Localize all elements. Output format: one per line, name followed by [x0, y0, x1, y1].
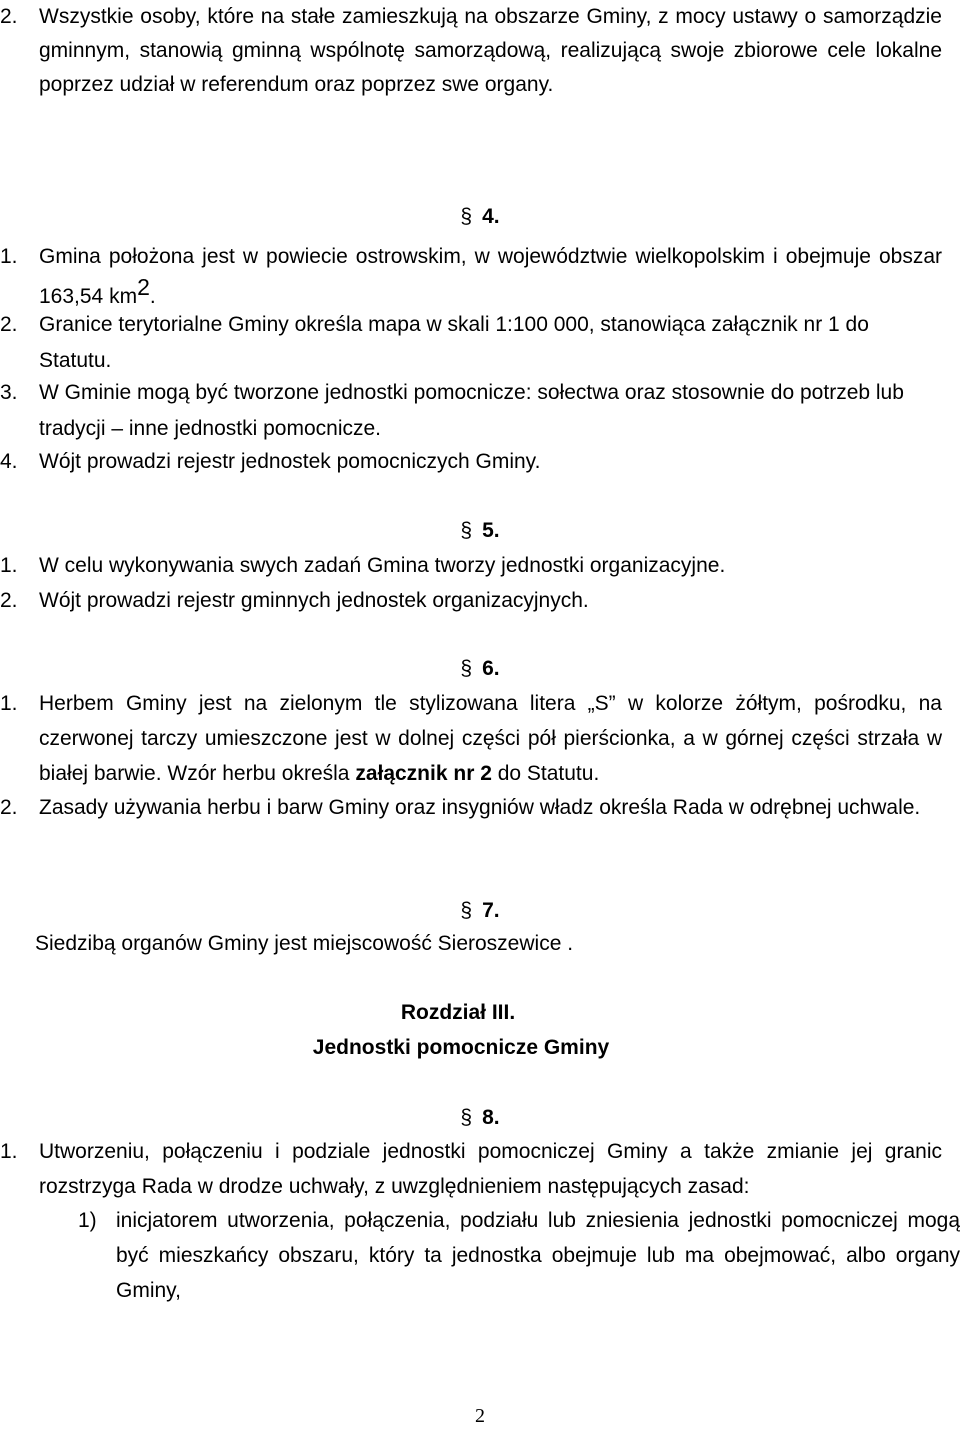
item-text: Herbem Gminy jest na zielonym tle stylizowana litera „S” w kolorze żółtym, pośrodku, na czerwonej tarczy umieszczone jest w dolnej części pół pierścionka, a w górnej części strzała w białej barwie. Wzór herbu określa: [39, 692, 942, 785]
section-number: 6.: [482, 657, 500, 680]
paragraph-block: [0, 237, 960, 317]
list-item: [0, 444, 960, 480]
section-symbol: §: [460, 519, 473, 542]
section-symbol: §: [460, 205, 473, 228]
section-heading: [0, 894, 960, 928]
section-number: 5.: [482, 519, 500, 542]
section-heading: [0, 514, 960, 548]
item-number: 1.: [0, 554, 18, 577]
paragraph-block: [0, 1203, 960, 1308]
item-text-bold: załącznik nr 2: [355, 762, 492, 785]
list-item: [0, 237, 960, 317]
section-number: 8.: [482, 1106, 500, 1129]
paragraph-block: [0, 548, 960, 584]
list-item: [0, 790, 960, 825]
section-number: 4.: [482, 205, 500, 228]
item-text: Zasady używania herbu i barw Gminy oraz insygniów władz określa Rada w odrębnej uchwale.: [39, 796, 921, 819]
chapter-title: Rozdział III.: [400, 1001, 516, 1024]
paragraph-block: [0, 686, 960, 791]
paragraph-block: [0, 307, 960, 379]
section-number: 7.: [482, 899, 500, 922]
paragraph-block: [0, 0, 960, 102]
item-text: W Gminie mogą być tworzone jednostki pomocnicze: sołectwa oraz stosownie do potrzeb lub tradycji – inne jednostki pomocnicze.: [39, 381, 904, 440]
superscript: 2: [137, 274, 150, 300]
item-text: Wójt prowadzi rejestr gminnych jednostek organizacyjnych.: [39, 589, 589, 612]
chapter-subtitle: Jednostki pomocnicze Gminy: [312, 1036, 610, 1059]
list-item: [0, 307, 960, 379]
item-number: 2.: [0, 589, 18, 612]
item-number: 1): [78, 1209, 97, 1232]
paragraph-block: [0, 444, 960, 480]
list-item: [0, 583, 960, 619]
item-number: 2.: [0, 5, 18, 28]
item-text-end: .: [149, 285, 156, 308]
item-number: 1.: [0, 692, 18, 715]
paragraph-block: [0, 927, 960, 961]
item-text: Utworzeniu, połączeniu i podziale jednostki pomocniczej Gminy a także zmianie jej granic rozstrzyga Rada w drodze uchwały, z uwzględnieniem następujących zasad:: [39, 1140, 942, 1198]
section-symbol: §: [460, 657, 473, 680]
item-number: 2.: [0, 796, 18, 819]
paragraph-block: [0, 583, 960, 619]
paragraph-block: [0, 790, 960, 825]
item-text: Wójt prowadzi rejestr jednostek pomocniczych Gminy.: [39, 450, 541, 473]
item-number: 1.: [0, 245, 18, 268]
item-number: 2.: [0, 313, 18, 336]
item-text-end: do Statutu.: [491, 762, 600, 785]
paragraph-block: [0, 1134, 960, 1204]
item-text: Gmina położona jest w powiecie ostrowskim, w województwie wielkopolskim i obejmuje obszar 163,54 km: [39, 245, 942, 308]
paragraph-block: [0, 375, 960, 447]
page-number: 2: [475, 1405, 485, 1427]
list-item: [0, 548, 960, 584]
section-heading: [0, 200, 960, 234]
item-number: 1.: [0, 1140, 18, 1163]
paragraph-text: [0, 927, 960, 961]
list-item: [0, 686, 960, 791]
item-text: Granice terytorialne Gminy określa mapa w skali 1:100 000, stanowiąca załącznik nr 1 do Statutu.: [39, 313, 869, 372]
item-number: 4.: [0, 450, 18, 473]
list-item: [0, 375, 960, 447]
list-item: [0, 1134, 960, 1204]
item-text: Siedzibą organów Gminy jest miejscowość Sieroszewice .: [35, 932, 574, 955]
item-text: inicjatorem utworzenia, połączenia, podziału lub zniesienia jednostki pomocniczej mogą być mieszkańcy obszaru, który ta jednostka obejmuje lub ma obejmować, albo organy Gminy,: [116, 1209, 960, 1302]
item-text: Wszystkie osoby, które na stałe zamieszkują na obszarze Gminy, z mocy ustawy o samorządzie gminnym, stanowią gminną wspólnotę samorządową, realizującą swoje zbiorowe cele lokalne poprzez udział w referendum oraz poprzez swe organy.: [39, 5, 942, 96]
item-number: 3.: [0, 381, 18, 404]
section-heading: [0, 1101, 960, 1135]
section-heading: [0, 652, 960, 686]
item-text: W celu wykonywania swych zadań Gmina tworzy jednostki organizacyjne.: [39, 554, 726, 577]
section-symbol: §: [460, 1106, 473, 1129]
list-item: [0, 0, 960, 102]
section-symbol: §: [460, 899, 473, 922]
sub-list-item: [0, 1203, 960, 1308]
